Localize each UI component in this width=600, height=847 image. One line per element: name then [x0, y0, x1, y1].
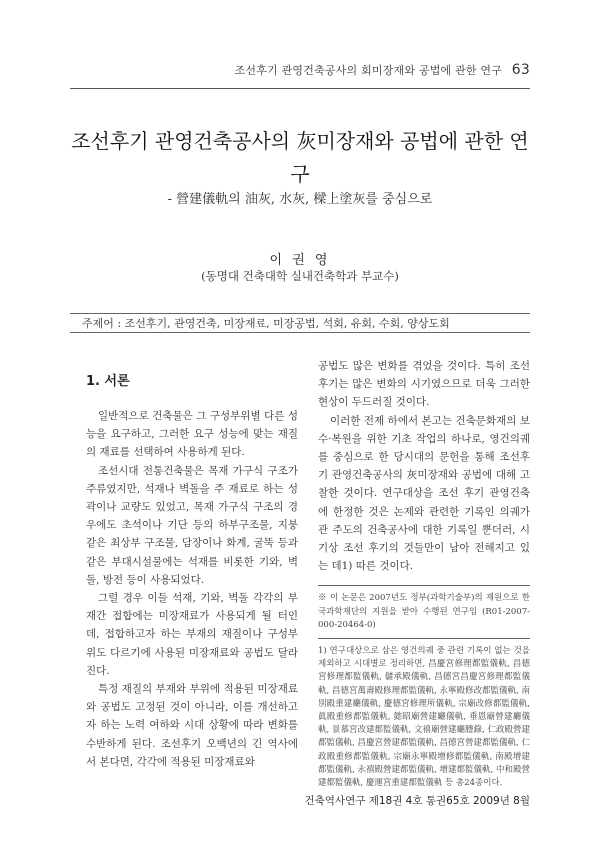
page-number: 63 [511, 62, 530, 78]
footnote-divider [318, 585, 530, 586]
funding-note: ※ 이 논문은 2007년도 정부(과학기술부)의 재원으로 한국과학재단의 지원을 받아 수행된 연구임 (R01-2007-000-20464-0) [318, 593, 530, 630]
article-subtitle: - 營建儀軌의 油灰, 水灰, 樑上塗灰를 중심으로 [167, 192, 433, 207]
footnote: 1) 연구대상으로 삼은 영건의궤 중 관련 기록이 없는 것을 제외하고 시대별로 정리하면, 昌慶宮修理都監儀軌, 昌德宮修理都監儀軌, 儲承殿儀軌, 昌德宮昌慶宮修理都監儀軌, 昌德宮萬壽殿修理都監儀軌, 永寧殿修改都監儀軌, 南別殿重建廳儀軌, 慶德宮修理所儀軌, 宗廟改修都監儀軌, 眞殿重修都監儀軌, 懿昭廟營建廳儀軌, 垂恩廟營建廳儀軌, 景慕宮改建都監儀軌, 文禧廟營建廳謄錄, 仁政殿營建都監儀軌, 昌慶宮營建都監儀軌, 昌德宮營建都監儀軌, 仁政殿重修都監儀軌, 宗廟永寧殿增修都監儀軌, 南殿增建都監儀軌, 永禧殿營建都監儀軌, 增建都監儀軌, 中和殿營建都監儀軌, 慶運宮重建都監儀軌 등 총24종이다. [318, 646, 530, 789]
body-paragraph: 조선시대 전통건축물은 목재 가구식 구조가 주류였지만, 석재나 벽돌을 주 재료로 하는 성곽이나 교량도 있었고, 목재 가구식 구조의 경우에도 초석이나 기단 등의 하부구조물, 지붕 같은 최상부 구조물, 담장이나 화계, 굴뚝 등과 같은 부대시설물에는 석재를 비롯한 기와, 벽돌, 방전 등이 사용되었다. [86, 464, 298, 586]
right-column [318, 357, 530, 796]
body-paragraph: 일반적으로 건축물은 그 구성부위별 다른 성능을 요구하고, 그러한 요구 성능에 맞는 재질의 재료를 선택하여 사용하게 된다. [86, 410, 298, 459]
left-column [86, 370, 298, 771]
body-paragraph: 공법도 많은 변화를 겪었을 것이다. 특히 조선 후기는 많은 변화의 시기였으므로 더욱 그러한 현상이 두드러질 것이다. [318, 360, 530, 409]
footnote-divider [318, 638, 530, 639]
section-heading: 1. 서론 [86, 374, 130, 389]
body-paragraph: 그럴 경우 이들 석재, 기와, 벽돌 각각의 부재간 접합에는 미장재료가 사용되게 될 터인데, 접합하고자 하는 부재의 재질이나 구성부위도 다르기에 사용된 미장재료와 공법도 달라진다. [86, 592, 298, 677]
running-header [235, 62, 530, 78]
journal-citation: 건축역사연구 제18권 4호 통권65호 2009년 8월 [304, 795, 530, 807]
body-paragraph: 특정 재질의 부재와 부위에 적용된 미장재료와 공법도 고정된 것이 아니라, 이를 개선하고자 하는 노력 여하와 시대 상황에 따라 변화를 수반하게 된다. 조선후기 오백년의 긴 역사에서 본다면, 각각에 적용된 미장재료와 [86, 683, 298, 768]
body-paragraph: 이러한 전제 하에서 본고는 건축문화재의 보수·복원을 위한 기초 작업의 하나로, 영건의궤를 중심으로 한 당시대의 문헌을 통해 조선후기 관영건축공사의 灰미장재와 공법에 대해 고찰한 것이다. 연구대상을 조선 후기 관영건축에 한정한 것은 논제와 관련한 기록인 의궤가 관 주도의 건축공사에 대한 기록일 뿐더러, 시기상 조선 후기의 것들만이 남아 전해지고 있는 데1) 따른 것이다. [318, 414, 530, 573]
running-title: 조선후기 관영건축공사의 회미장재와 공법에 관한 연구 [234, 64, 503, 77]
article-title: 조선후기 관영건축공사의 灰미장재와 공법에 관한 연구 [71, 129, 529, 186]
author-affiliation: (동명대 건축대학 실내건축학과 부교수) [201, 269, 399, 283]
author-name: 이 권 영 [269, 253, 331, 268]
header-rule [70, 88, 530, 89]
keywords-box: 주제어 : 조선후기, 관영건축, 미장재료, 미장공법, 석회, 유회, 수회, 양상도회 [70, 313, 530, 333]
